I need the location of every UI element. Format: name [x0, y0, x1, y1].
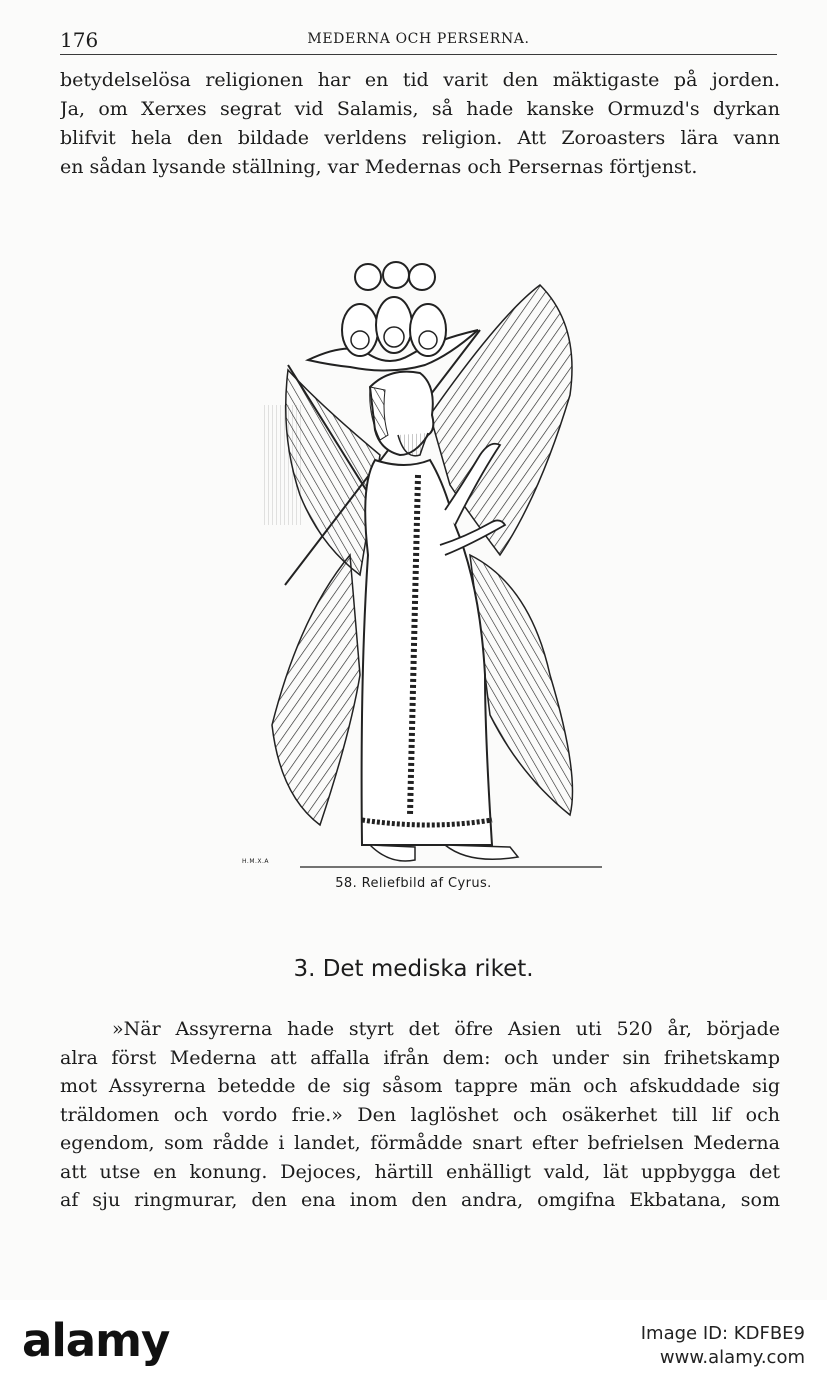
image-id-block — [641, 1322, 805, 1370]
text-line: alra först Mederna att affalla ifrån dem: och under sin frihetskamp — [60, 1046, 780, 1069]
text-line: blifvit hela den bildade verldens religion. Att Zoroasters lära vann — [60, 127, 780, 149]
footer-url[interactable]: www.alamy.com — [659, 1347, 805, 1368]
alamy-logo: alamy — [22, 1314, 170, 1367]
top-paragraph — [60, 66, 780, 182]
text-line: en sådan lysande ställning, var Medernas och Persernas förtjenst. — [60, 156, 698, 178]
page-header — [60, 28, 777, 52]
section-heading: 3. Det mediska riket. — [293, 956, 534, 982]
header-rule — [60, 54, 777, 55]
relief-illustration — [200, 255, 640, 875]
text-line: »När Assyrerna hade styrt det öfre Asien uti 520 år, började — [112, 1018, 780, 1040]
text-line: träldomen och vordo frie.» Den laglöshet och osäkerhet till lif och — [60, 1103, 780, 1126]
winged-figure-engraving — [200, 255, 640, 875]
engraver-mark: H.M.X.A — [242, 858, 270, 865]
stock-footer — [0, 1300, 827, 1390]
page-number: 176 — [60, 28, 99, 52]
text-line: att utse en konung. Dejoces, härtill enhälligt vald, lät uppbygga det — [60, 1160, 780, 1183]
figure-caption: 58. Reliefbild af Cyrus. — [335, 876, 492, 891]
text-line: mot Assyrerna betedde de sig såsom tappre män och afskuddade sig — [60, 1075, 780, 1097]
text-line: egendom, som rådde i landet, förmådde snart efter befrielsen Mederna — [60, 1132, 780, 1154]
bottom-paragraph — [60, 1015, 780, 1215]
text-line: af sju ringmurar, den ena inom den andra, omgifna Ekbatana, som — [60, 1189, 780, 1211]
text-line: Ja, om Xerxes segrat vid Salamis, så hade kanske Ormuzd's dyrkan — [60, 98, 780, 120]
text-line: betydelselösa religionen har en tid varit den mäktigaste på jorden. — [60, 69, 780, 91]
running-head: MEDERNA OCH PERSERNA. — [307, 31, 530, 47]
image-id: Image ID: KDFBE9 — [640, 1323, 805, 1344]
